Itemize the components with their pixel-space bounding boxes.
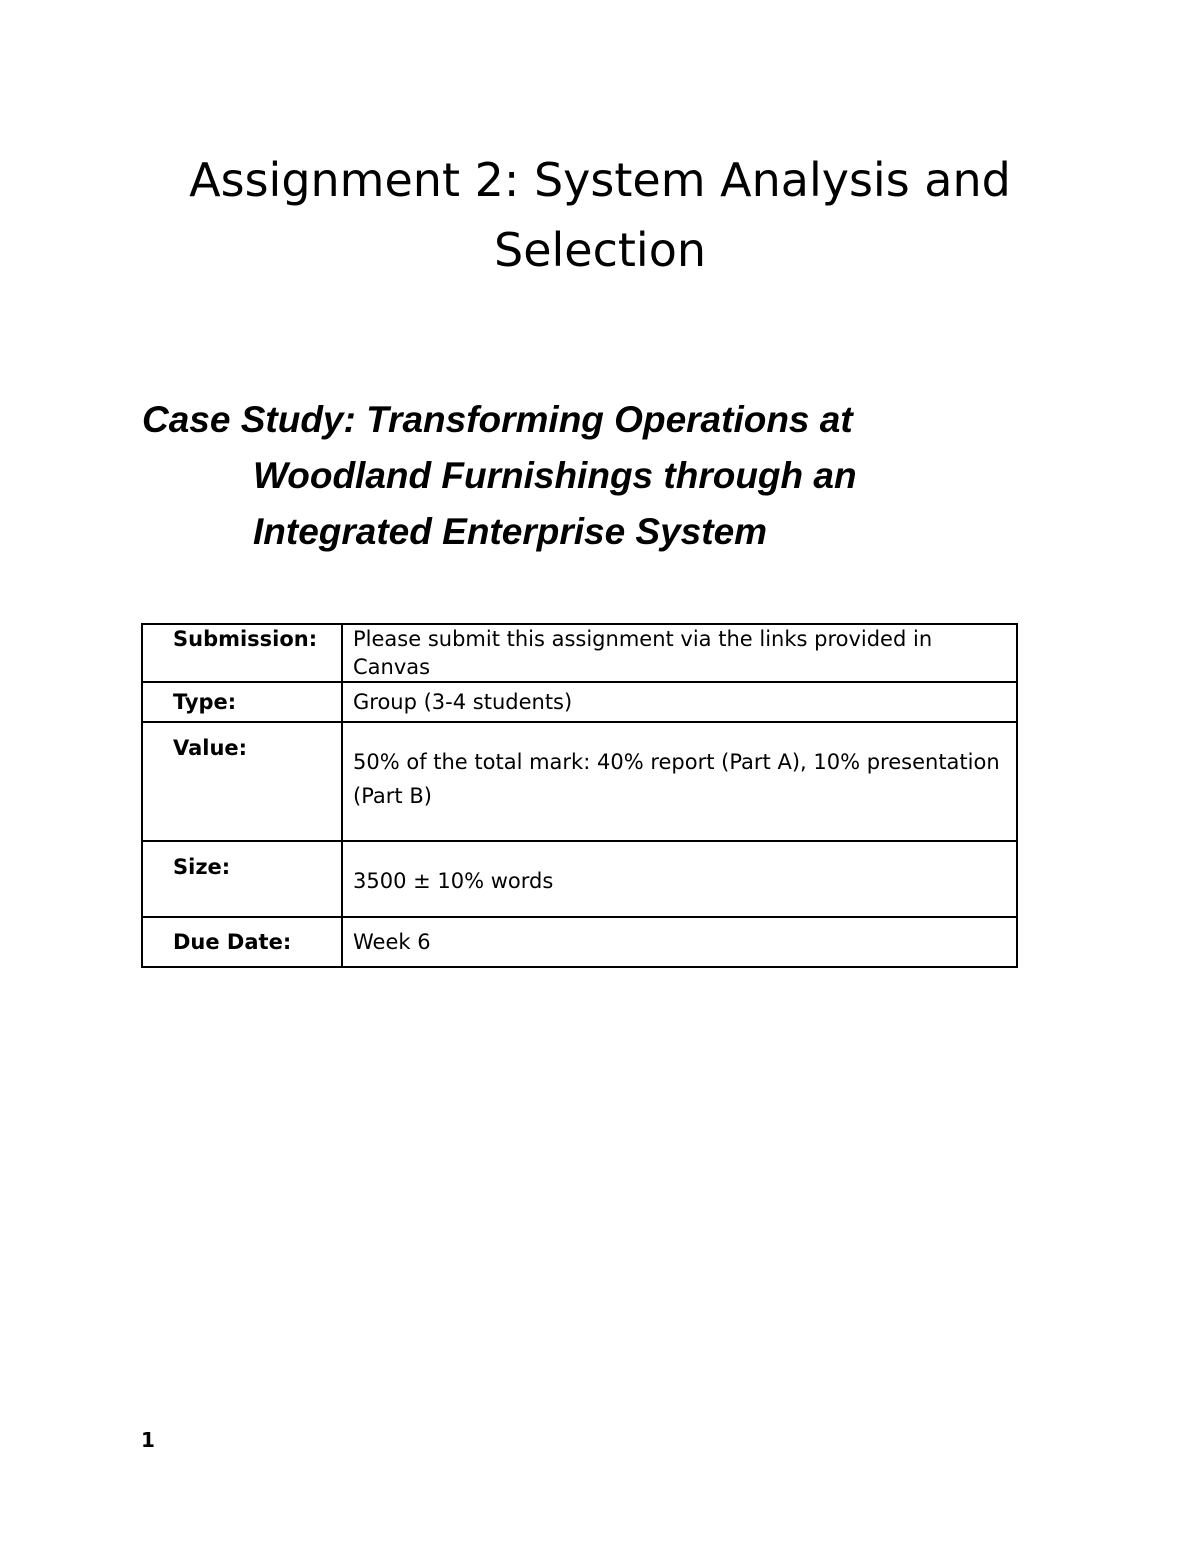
title-line-2: Selection	[494, 223, 706, 277]
table-row-value	[142, 722, 1017, 841]
case-study-line-1: Case Study: Transforming Operations at	[142, 399, 853, 440]
size-label: Size:	[142, 841, 342, 917]
document-title	[0, 145, 1200, 285]
value-label: Value:	[142, 722, 342, 841]
case-study-line-3: Integrated Enterprise System	[253, 511, 768, 552]
type-label: Type:	[142, 682, 342, 722]
due-date-value: Week 6	[342, 917, 1017, 967]
title-line-1: Assignment 2: System Analysis and	[189, 153, 1011, 207]
value-value: 50% of the total mark: 40% report (Part A), 10% presentation (Part B)	[342, 722, 1017, 841]
type-value: Group (3-4 students)	[342, 682, 1017, 722]
case-study-heading	[142, 392, 1042, 560]
table-row-due-date	[142, 917, 1017, 967]
submission-value: Please submit this assignment via the links provided in Canvas	[342, 624, 1017, 682]
page-number: 1	[141, 1428, 155, 1452]
submission-label: Submission:	[142, 624, 342, 682]
table-row-type	[142, 682, 1017, 722]
case-study-line-2: Woodland Furnishings through an	[253, 455, 857, 496]
table-row-submission	[142, 624, 1017, 682]
table-row-size	[142, 841, 1017, 917]
assignment-info-table	[141, 623, 1018, 968]
due-date-label: Due Date:	[142, 917, 342, 967]
size-value: 3500 ± 10% words	[342, 841, 1017, 917]
